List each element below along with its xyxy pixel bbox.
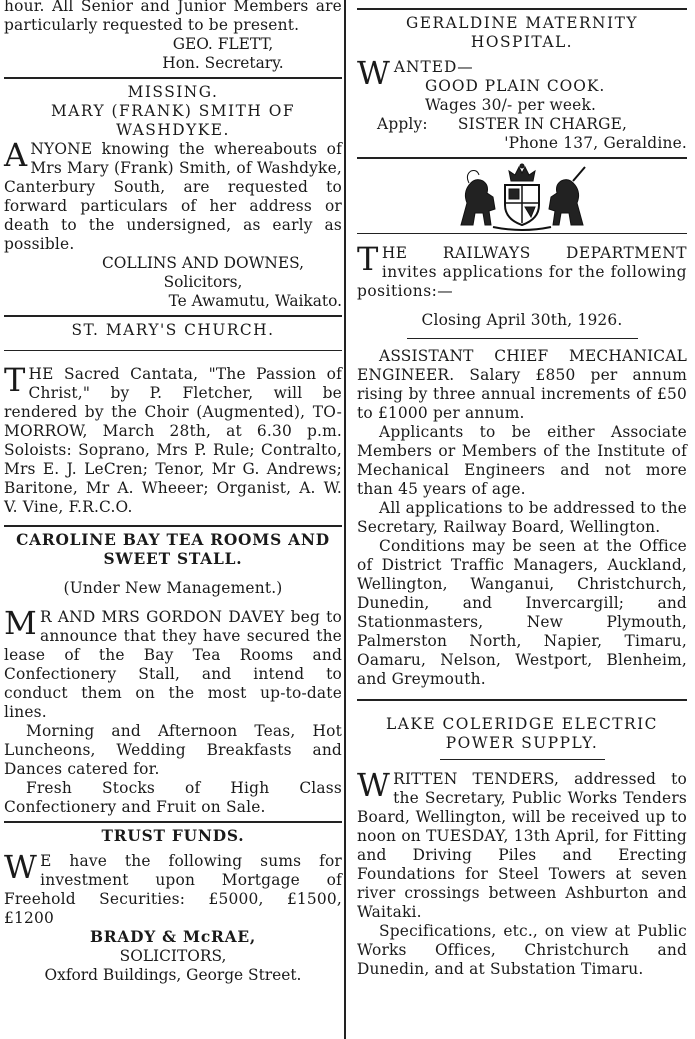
rule-divider <box>357 8 687 10</box>
tea-rooms-para2: Morning and Afternoon Teas, Hot Luncheons, Wedding Breakfasts and Dances catered for. <box>4 722 342 778</box>
drop-cap: W <box>357 766 391 804</box>
tea-rooms-body: R AND MRS GORDON DAVEY beg to announce that they have secured the lease of the Bay Tea Rooms and Confectionery Stall, and intend to conduct them on the most up-to-date lines. <box>4 608 342 721</box>
rule-divider <box>357 699 687 701</box>
trust-funds-body: E have the following sums for investment upon Mortgage of Freehold Securities: £5000, £1500, £1200 <box>4 852 342 927</box>
signature-name: GEO. FLETT, <box>172 35 274 53</box>
apply-label: Apply: <box>377 115 428 133</box>
church-heading: ST. MARY'S CHURCH. <box>71 321 275 339</box>
missing-person-ad <box>4 83 342 311</box>
rule-divider <box>4 350 342 351</box>
maternity-wanted: ANTED— <box>393 58 474 76</box>
maternity-heading: GERALDINE MATERNITY <box>405 14 639 32</box>
maternity-hospital-ad <box>357 14 687 153</box>
coleridge-para2: Specifications, etc., on view at Public Works Offices, Christchurch and Dunedin, and at Substation Timaru. <box>357 922 687 978</box>
meeting-notice-text: hour. All Senior and Junior Members are particularly requested to be present. <box>4 0 342 34</box>
rule-divider <box>407 338 638 339</box>
trust-funds-heading: TRUST FUNDS. <box>101 827 245 845</box>
maternity-heading-2: HOSPITAL. <box>470 33 574 51</box>
trust-role: SOLICITORS, <box>119 947 227 965</box>
rule-divider <box>440 759 605 760</box>
drop-cap: M <box>4 604 37 642</box>
drop-cap: T <box>357 240 379 278</box>
missing-body: NYONE knowing the whereabouts of Mrs Mary (Frank) Smith, of Washdyke, Canterbury South, are requested to forward particulars of her address or death to the undersigned, as early as possible. <box>4 140 342 253</box>
missing-sig-role: Solicitors, <box>163 273 243 291</box>
railways-para2: Applicants to be either Associate Members or Members of the Institute of Mechanical Engineers and not more than 45 years of age. <box>357 423 687 498</box>
tea-rooms-subheading: (Under New Management.) <box>63 579 283 597</box>
tea-rooms-para3: Fresh Stocks of High Class Confectionery and Fruit on Sale. <box>4 779 342 816</box>
railways-intro: HE RAILWAYS DEPARTMENT invites applications for the following positions:— <box>357 244 687 300</box>
rule-divider <box>4 525 342 527</box>
church-body: HE Sacred Cantata, "The Passion of Christ," by P. Fletcher, will be rendered by the Choir (Augmented), TO-MORROW, March 28th, at 6.30 p.m. Soloists: Soprano, Mrs P. Rule; Contralto, Mrs E. J. LeCren; Tenor, Mr G. Andrews; Baritone, Mr A. Wheeer; Organist, A. W. V. Vine, F.R.C.O. <box>4 365 342 516</box>
rule-divider <box>4 315 342 317</box>
maternity-line2: Wages 30/- per week. <box>425 96 597 114</box>
missing-sig-place: Te Awamutu, Waikato. <box>168 292 342 310</box>
railways-ad <box>357 163 687 689</box>
right-column <box>351 0 695 1039</box>
rule-divider <box>357 233 687 234</box>
drop-cap: W <box>357 54 391 92</box>
trust-firm: BRADY & McRAE, <box>89 928 257 946</box>
signature-title: Hon. Secretary. <box>162 54 284 72</box>
railways-para3: All applications to be addressed to the Secretary, Railway Board, Wellington. <box>357 499 687 536</box>
drop-cap: W <box>4 848 38 886</box>
missing-sig-firm: COLLINS AND DOWNES, <box>102 254 304 272</box>
tea-rooms-ad <box>4 531 342 817</box>
rule-divider <box>357 157 687 159</box>
lake-coleridge-ad <box>357 705 687 979</box>
tea-rooms-heading: CAROLINE BAY TEA ROOMS AND SWEET STALL. <box>16 531 330 568</box>
coleridge-body: RITTEN TENDERS, addressed to the Secretary, Public Works Tenders Board, Wellington, will be received up to noon on TUESDAY, 13th April, for Fitting and Driving Piles and Erecting Foundations for Steel Towers at seven river crossings between Ashburton and Waitaki. <box>357 770 687 921</box>
railways-position: ASSISTANT CHIEF MECHANICAL ENGINEER. Salary £850 per annum rising by three annual increments of £50 to £1000 per annum. <box>357 347 687 422</box>
missing-heading: MISSING. <box>127 83 219 101</box>
coleridge-heading: LAKE COLERIDGE ELECTRIC <box>386 715 658 733</box>
coleridge-heading-2: POWER SUPPLY. <box>445 734 599 752</box>
maternity-phone: 'Phone 137, Geraldine. <box>504 134 687 152</box>
rule-divider <box>4 77 342 79</box>
meeting-notice-ad <box>4 0 342 73</box>
maternity-line1: GOOD PLAIN COOK. <box>425 77 606 95</box>
apply-to: SISTER IN CHARGE, <box>457 115 628 133</box>
drop-cap: T <box>4 361 26 399</box>
trust-address: Oxford Buildings, George Street. <box>44 966 302 984</box>
royal-crest-icon <box>453 163 591 231</box>
trust-funds-ad <box>4 827 342 985</box>
drop-cap: A <box>4 136 28 174</box>
railways-closing: Closing April 30th, 1926. <box>421 311 623 329</box>
church-notice-ad <box>4 321 342 517</box>
railways-para4: Conditions may be seen at the Office of District Traffic Managers, Auckland, Wellington, Wanganui, Christchurch, Dunedin, and Invercargill; and Stationmasters, New Plymouth, Palmerston North, Napier, Timaru, Oamaru, Nelson, Westport, Blenheim, and Greymouth. <box>357 537 687 688</box>
rule-divider <box>4 821 342 823</box>
missing-name-heading: MARY (FRANK) SMITH OF WASHDYKE. <box>50 102 296 139</box>
